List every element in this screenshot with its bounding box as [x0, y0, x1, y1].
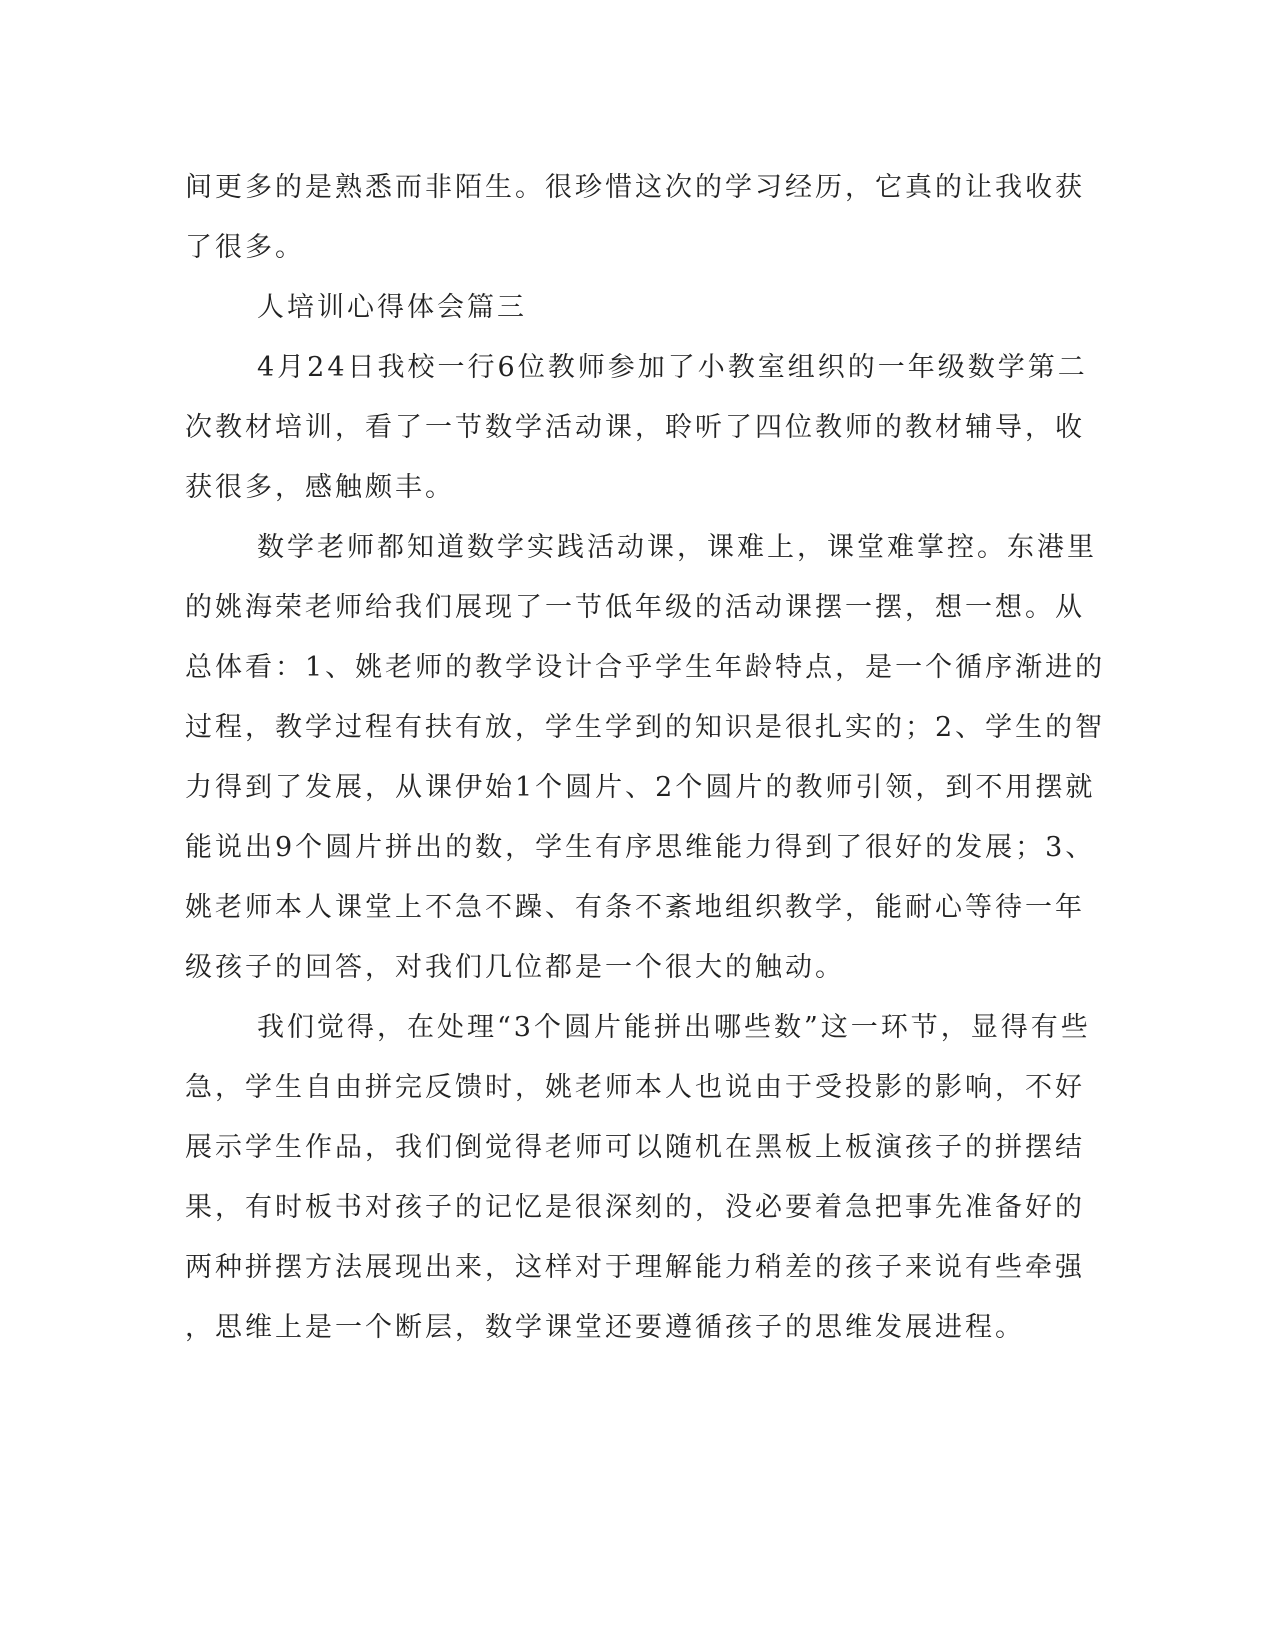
paragraph-line: 的姚海荣老师给我们展现了一节低年级的活动课摆一摆，想一想。从	[185, 592, 1085, 623]
paragraph-line: 级孩子的回答，对我们几位都是一个很大的触动。	[185, 952, 845, 983]
paragraph-line: 急，学生自由拼完反馈时，姚老师本人也说由于受投影的影响，不好	[185, 1072, 1085, 1103]
paragraph-line: 数学老师都知道数学实践活动课，课难上，课堂难掌控。东港里	[257, 532, 1097, 563]
paragraph-line: 姚老师本人课堂上不急不躁、有条不紊地组织教学，能耐心等待一年	[185, 892, 1085, 923]
paragraph-line: 了很多。	[185, 232, 305, 263]
paragraph-line: 间更多的是熟悉而非陌生。很珍惜这次的学习经历，它真的让我收获	[185, 172, 1085, 203]
paragraph-line: 能说出9个圆片拼出的数，学生有序思维能力得到了很好的发展；3、	[185, 832, 1096, 863]
paragraph-line: 两种拼摆方法展现出来，这样对于理解能力稍差的孩子来说有些牵强	[185, 1252, 1085, 1283]
paragraph-line: 总体看：1、姚老师的教学设计合乎学生年龄特点，是一个循序渐进的	[185, 652, 1106, 683]
paragraph-line: 展示学生作品，我们倒觉得老师可以随机在黑板上板演孩子的拼摆结	[185, 1132, 1085, 1163]
paragraph-line: 次教材培训，看了一节数学活动课，聆听了四位教师的教材辅导，收	[185, 412, 1085, 443]
paragraph-line: 过程，教学过程有扶有放，学生学到的知识是很扎实的；2、学生的智	[185, 712, 1106, 743]
paragraph-line: 果，有时板书对孩子的记忆是很深刻的，没必要着急把事先准备好的	[185, 1192, 1085, 1223]
paragraph-line: 获很多，感触颇丰。	[185, 472, 455, 503]
paragraph-line: 力得到了发展，从课伊始1个圆片、2个圆片的教师引领，到不用摆就	[185, 772, 1096, 803]
paragraph-line: 我们觉得，在处理“3个圆片能拼出哪些数”这一环节，显得有些	[257, 1012, 1091, 1043]
section-heading: 人培训心得体会篇三	[257, 292, 527, 323]
paragraph-line: ，思维上是一个断层，数学课堂还要遵循孩子的思维发展进程。	[185, 1312, 1025, 1343]
paragraph-line: 4月24日我校一行6位教师参加了小教室组织的一年级数学第二	[257, 352, 1088, 383]
document-body	[185, 158, 1106, 1358]
